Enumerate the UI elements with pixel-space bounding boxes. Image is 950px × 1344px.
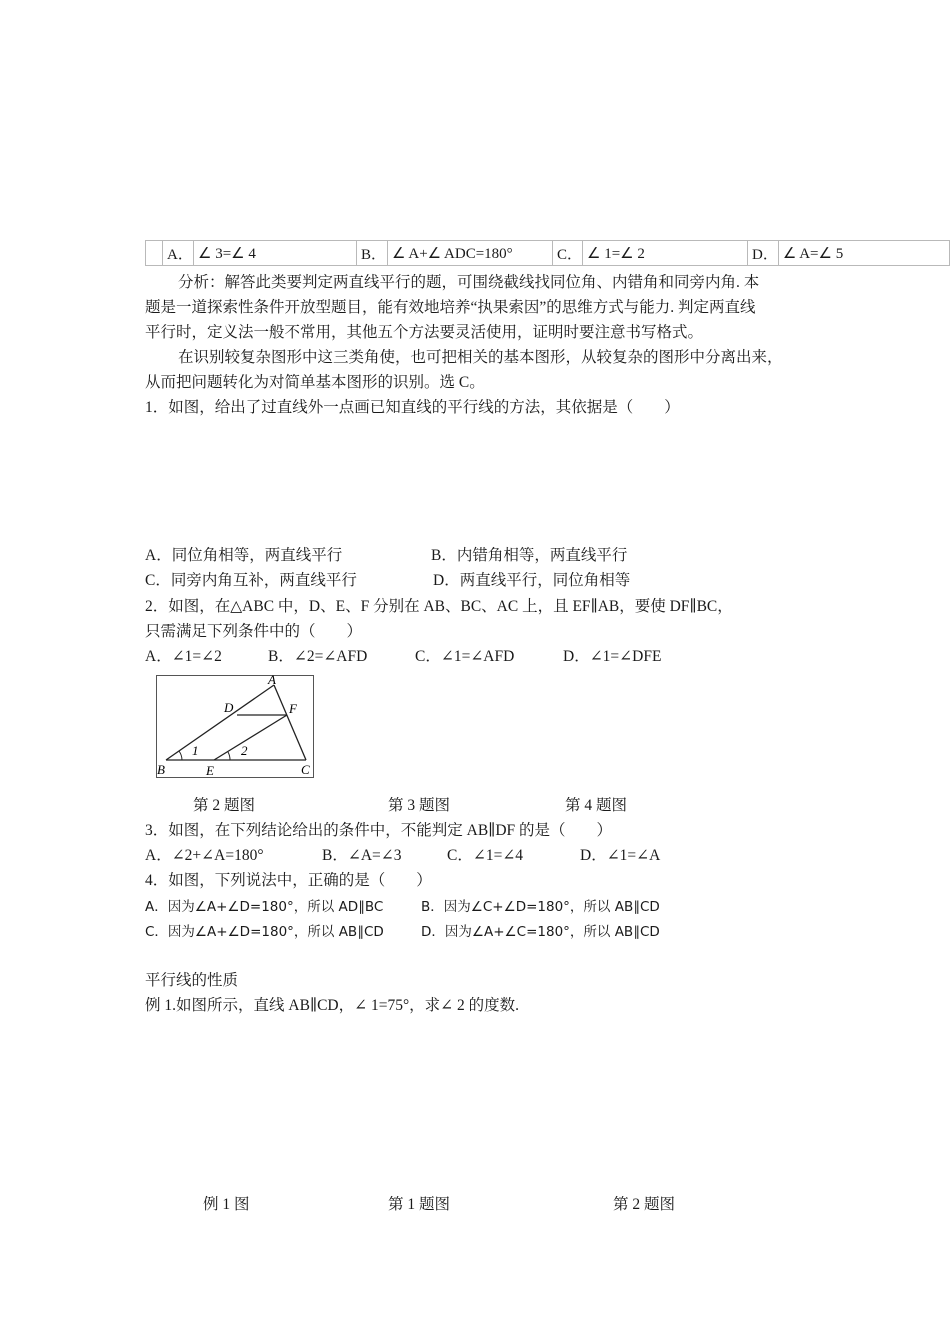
analysis-line-1: 分析：解答此类要判定两直线平行的题，可围绕截线找同位角、内错角和同旁内角. 本 <box>178 274 760 291</box>
label-b: B <box>157 762 165 777</box>
q1-option-b: B．内错角相等，两直线平行 <box>431 547 628 564</box>
q3-stem: 3．如图，在下列结论给出的条件中，不能判定 AB∥DF 的是（ ） <box>145 822 613 839</box>
q3-option-a: A．∠2+∠A=180° <box>145 847 264 864</box>
caption-q2-figure: 第 2 题图 <box>193 797 256 814</box>
option-d-letter: D． <box>748 241 779 266</box>
option-a-text: ∠ 3=∠ 4 <box>194 241 357 266</box>
label-angle-1: 1 <box>192 743 199 758</box>
q1-option-c: C．同旁内角互补，两直线平行 <box>145 572 357 589</box>
option-d-text: ∠ A=∠ 5 <box>778 241 949 266</box>
triangle-figure <box>156 675 314 778</box>
q4-stem: 4．如图，下列说法中，正确的是（ ） <box>145 872 432 889</box>
option-b-text: ∠ A+∠ ADC=180° <box>388 241 553 266</box>
caption-q3-figure: 第 3 题图 <box>388 797 451 814</box>
analysis-line-2: 题是一道探索性条件开放型题目，能有效地培养“执果索因”的思维方式与能力. 判定两直线 <box>145 299 756 316</box>
analysis-line-5: 从而把问题转化为对简单基本图形的识别。选 C。 <box>145 374 485 391</box>
caption-q1-figure: 第 1 题图 <box>388 1196 451 1213</box>
q2-option-d: D．∠1=∠DFE <box>563 648 662 665</box>
q1-stem: 1．如图，给出了过直线外一点画已知直线的平行线的方法，其依据是（ ） <box>145 399 680 416</box>
q3-option-b: B．∠A=∠3 <box>322 847 402 864</box>
option-b-letter: B． <box>357 241 388 266</box>
option-c-letter: C． <box>553 241 583 266</box>
caption-example-1-figure: 例 1 图 <box>203 1196 250 1213</box>
label-d: D <box>224 700 234 715</box>
q2-stem-line-1: 2．如图，在△ABC 中，D、E、F 分别在 AB、BC、AC 上，且 EF∥AB，要使 DF∥BC， <box>145 598 733 615</box>
q2-stem-line-2: 只需满足下列条件中的（ ） <box>145 623 363 640</box>
q2-option-b: B．∠2=∠AFD <box>268 648 368 665</box>
q1-option-a: A．同位角相等，两直线平行 <box>145 547 343 564</box>
label-a: A <box>268 675 276 687</box>
q2-option-a: A．∠1=∠2 <box>145 648 222 665</box>
section-title: 平行线的性质 <box>145 972 239 989</box>
q3-option-d: D．∠1=∠A <box>580 847 661 864</box>
label-f: F <box>289 701 297 716</box>
label-angle-2: 2 <box>241 743 248 758</box>
figure-frame <box>157 676 314 778</box>
q4-option-a: A．因为∠A+∠D=180°，所以 AD∥BC <box>145 899 384 915</box>
option-a-letter: A． <box>163 241 194 266</box>
caption-q4-figure: 第 4 题图 <box>565 797 628 814</box>
q1-option-d: D．两直线平行，同位角相等 <box>433 572 631 589</box>
q2-option-c: C．∠1=∠AFD <box>415 648 515 665</box>
q4-option-b: B．因为∠C+∠D=180°，所以 AB∥CD <box>421 899 660 915</box>
caption-q2b-figure: 第 2 题图 <box>613 1196 676 1213</box>
label-e: E <box>206 763 214 778</box>
q3-option-c: C．∠1=∠4 <box>447 847 524 864</box>
option-c-text: ∠ 1=∠ 2 <box>583 241 748 266</box>
table-gutter-cell <box>146 241 163 266</box>
example-1-stem: 例 1.如图所示，直线 AB∥CD，∠ 1=75°，求∠ 2 的度数. <box>145 997 520 1014</box>
analysis-line-3: 平行时，定义法一般不常用，其他五个方法要灵活使用，证明时要注意书写格式。 <box>145 324 704 341</box>
label-c: C <box>301 762 310 777</box>
options-table <box>145 240 950 266</box>
analysis-line-4: 在识别较复杂图形中这三类角使，也可把相关的基本图形，从较复杂的图形中分离出来， <box>178 349 783 366</box>
q4-option-d: D．因为∠A+∠C=180°，所以 AB∥CD <box>421 924 660 940</box>
q4-option-c: C．因为∠A+∠D=180°，所以 AB∥CD <box>145 924 384 940</box>
